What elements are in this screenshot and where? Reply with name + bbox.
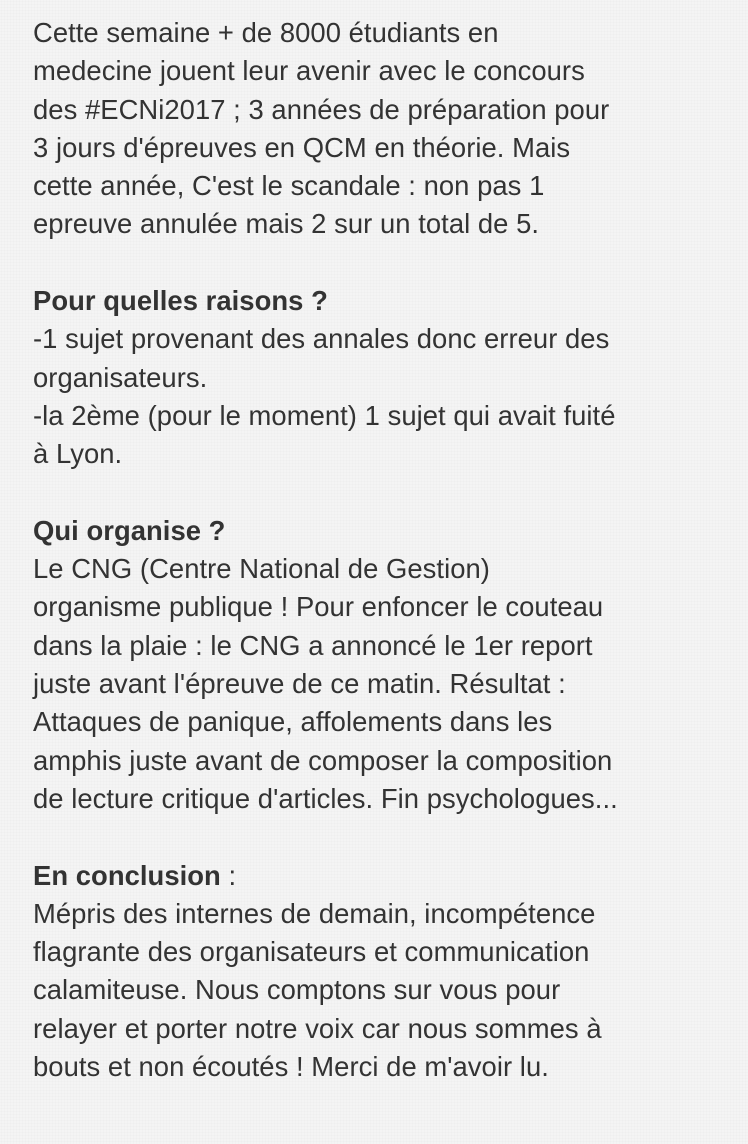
text-line: de lecture critique d'articles. Fin psychologues... xyxy=(33,782,618,814)
paragraph-spacer xyxy=(33,818,733,856)
text-line: -la 2ème (pour le moment) 1 sujet qui avait fuité xyxy=(33,399,616,431)
text-line: cette année, C'est le scandale : non pas 1 xyxy=(33,170,545,202)
text-line: juste avant l'épreuve de ce matin. Résultat : xyxy=(33,668,566,700)
note-body xyxy=(33,14,733,1086)
text-line: Attaques de panique, affolements dans les xyxy=(33,706,553,738)
intro-paragraph xyxy=(33,14,733,244)
text-line: amphis juste avant de composer la composition xyxy=(33,744,613,776)
organiser-heading: Qui organise ? xyxy=(33,514,226,546)
text-line: flagrante des organisateurs et communication xyxy=(33,936,590,968)
text-line: -1 sujet provenant des annales donc erreur des xyxy=(33,323,610,355)
text-line: à Lyon. xyxy=(33,438,123,470)
conclusion-heading-line xyxy=(33,857,733,895)
text-line: organisme publique ! Pour enfoncer le couteau xyxy=(33,591,604,623)
conclusion-section xyxy=(33,857,733,1087)
text-line: relayer et porter notre voix car nous sommes à xyxy=(33,1012,602,1044)
text-line: 3 jours d'épreuves en QCM en théorie. Mais xyxy=(33,131,571,163)
text-line: epreuve annulée mais 2 sur un total de 5. xyxy=(33,208,540,240)
reasons-section xyxy=(33,282,733,473)
text-line: medecine jouent leur avenir avec le concours xyxy=(33,55,585,87)
text-line: Cette semaine + de 8000 étudiants en xyxy=(33,17,499,48)
text-line: dans la plaie : le CNG a annoncé le 1er report xyxy=(33,629,593,661)
paragraph-spacer xyxy=(33,244,733,282)
conclusion-heading-suffix: : xyxy=(220,859,237,891)
text-line: organisateurs. xyxy=(33,361,208,393)
reasons-heading: Pour quelles raisons ? xyxy=(33,285,328,317)
organiser-section xyxy=(33,512,733,818)
conclusion-heading: En conclusion xyxy=(33,859,221,891)
text-line: Le CNG (Centre National de Gestion) xyxy=(33,553,490,585)
text-line: Mépris des internes de demain, incompétence xyxy=(33,897,596,929)
paragraph-spacer xyxy=(33,474,733,512)
text-line: calamiteuse. Nous comptons sur vous pour xyxy=(33,974,561,1006)
text-line: bouts et non écoutés ! Merci de m'avoir lu. xyxy=(33,1051,549,1083)
text-line: des #ECNi2017 ; 3 années de préparation pour xyxy=(33,93,610,125)
